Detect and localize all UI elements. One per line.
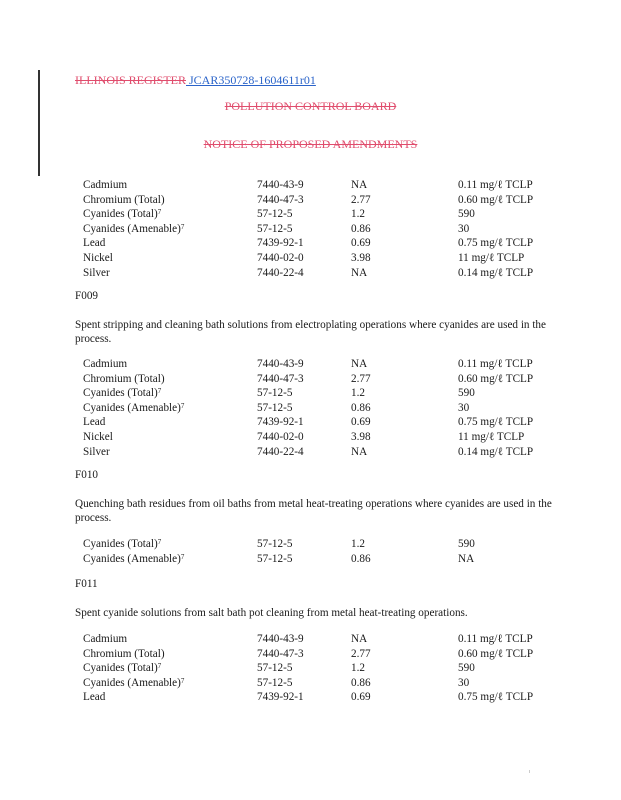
nonwastewater-standard: 590: [458, 387, 475, 400]
constituent-name: Chromium (Total): [83, 647, 165, 660]
waste-code-f009: F009: [75, 290, 99, 302]
cas-number: 7440-43-9: [257, 358, 304, 370]
constituent-name: Cyanides (Total)$^7$: [83, 662, 162, 675]
register-title: ILLINOIS REGISTER: [75, 73, 186, 87]
jcar-code: JCAR350728-1604611r01: [189, 73, 316, 87]
nonwastewater-standard: 0.75 mg/ℓ TCLP: [458, 237, 534, 250]
wastewater-standard: 0.69: [351, 237, 371, 250]
constituent-name: Cadmium: [83, 633, 128, 645]
wastewater-standard: 1.2: [351, 662, 365, 675]
cas-number: 7439-92-1: [257, 237, 304, 250]
wastewater-standard: 2.77: [351, 372, 371, 385]
wastewater-standard: 2.77: [351, 647, 371, 660]
nonwastewater-standard: 590: [458, 208, 475, 221]
wastewater-standard: NA: [351, 633, 368, 645]
constituent-name: Cyanides (Amenable)$^7$: [83, 552, 185, 565]
constituent-name: Lead: [83, 416, 106, 429]
scan-mark: [529, 770, 530, 773]
cas-number: 7440-22-4: [257, 266, 304, 279]
nonwastewater-standard: NA: [458, 552, 475, 565]
constituent-name: Nickel: [83, 252, 113, 264]
constituent-name: Cadmium: [83, 358, 128, 370]
cas-number: 57-12-5: [257, 208, 293, 221]
constituent-name: Cyanides (Total)$^7$: [83, 387, 162, 400]
constituent-name: Lead: [83, 691, 106, 704]
constituent-name: Chromium (Total): [83, 193, 165, 206]
constituent-name: Lead: [83, 237, 106, 250]
footnote-marker: 7: [157, 538, 162, 546]
nonwastewater-standard: 30: [458, 222, 470, 235]
cas-number: 7440-43-9: [257, 179, 304, 191]
constituent-name: Cyanides (Total)$^7$: [83, 208, 162, 221]
wastewater-standard: 3.98: [351, 431, 371, 443]
wastewater-standard: 1.2: [351, 208, 365, 221]
nonwastewater-standard: 0.60 mg/ℓ TCLP: [458, 372, 534, 385]
wastewater-standard: NA: [351, 358, 368, 370]
nonwastewater-standard: 30: [458, 676, 470, 689]
cas-number: 7440-43-9: [257, 633, 304, 645]
board-title: POLLUTION CONTROL BOARD: [224, 99, 397, 113]
nonwastewater-standard: 11 mg/ℓ TCLP: [458, 431, 525, 443]
nonwastewater-standard: 11 mg/ℓ TCLP: [458, 252, 525, 264]
nonwastewater-standard: 30: [458, 401, 470, 414]
constituent-name: Cyanides (Amenable)$^7$: [83, 222, 185, 235]
nonwastewater-standard: 0.11 mg/ℓ TCLP: [458, 633, 533, 645]
wastewater-standard: NA: [351, 266, 368, 279]
nonwastewater-standard: 0.60 mg/ℓ TCLP: [458, 193, 534, 206]
constituent-name: Silver: [83, 266, 110, 279]
waste-description-f011: Spent cyanide solutions from salt bath pot cleaning from metal heat-treating operations.: [75, 607, 468, 619]
wastewater-standard: 0.69: [351, 416, 371, 429]
cas-number: 57-12-5: [257, 387, 293, 400]
cas-number: 7440-02-0: [257, 252, 304, 264]
waste-description-f009: Spent stripping and cleaning bath solutions from electroplating operations where cyanides are used in the process.: [75, 319, 546, 345]
footnote-marker: 7: [180, 222, 185, 231]
wastewater-standard: 0.69: [351, 691, 371, 704]
cas-number: 57-12-5: [257, 538, 293, 550]
nonwastewater-standard: 0.14 mg/ℓ TCLP: [458, 445, 534, 458]
nonwastewater-standard: 0.11 mg/ℓ TCLP: [458, 358, 533, 370]
wastewater-standard: 0.86: [351, 552, 371, 565]
footnote-marker: 7: [180, 676, 185, 685]
revision-change-bar: [38, 70, 40, 176]
waste-code-f011: F011: [75, 578, 98, 590]
footnote-marker: 7: [157, 662, 162, 671]
footnote-marker: 7: [157, 387, 162, 396]
nonwastewater-standard: 0.75 mg/ℓ TCLP: [458, 416, 534, 429]
wastewater-standard: NA: [351, 445, 368, 458]
constituent-name: Silver: [83, 445, 110, 458]
constituent-name: Nickel: [83, 431, 113, 443]
nonwastewater-standard: 0.75 mg/ℓ TCLP: [458, 691, 534, 704]
wastewater-standard: 1.2: [351, 538, 365, 550]
wastewater-standard: 2.77: [351, 193, 371, 206]
nonwastewater-standard: 590: [458, 538, 475, 550]
notice-title: NOTICE OF PROPOSED AMENDMENTS: [203, 137, 418, 151]
cas-number: 57-12-5: [257, 676, 293, 689]
wastewater-standard: 0.86: [351, 676, 371, 689]
cas-number: 57-12-5: [257, 401, 293, 414]
footnote-marker: 7: [180, 401, 185, 410]
wastewater-standard: 1.2: [351, 387, 365, 400]
cas-number: 7440-22-4: [257, 445, 304, 458]
cas-number: 7440-47-3: [257, 193, 304, 206]
constituent-name: Cadmium: [83, 179, 128, 191]
cas-number: 57-12-5: [257, 222, 293, 235]
footnote-marker: 7: [180, 552, 185, 561]
cas-number: 7440-47-3: [257, 372, 304, 385]
wastewater-standard: NA: [351, 179, 368, 191]
wastewater-standard: 0.86: [351, 401, 371, 414]
constituent-name: Cyanides (Amenable)$^7$: [83, 401, 185, 414]
nonwastewater-standard: 0.60 mg/ℓ TCLP: [458, 647, 534, 660]
nonwastewater-standard: 0.11 mg/ℓ TCLP: [458, 179, 533, 191]
nonwastewater-standard: 590: [458, 662, 475, 675]
wastewater-standard: 0.86: [351, 222, 371, 235]
constituent-name: Chromium (Total): [83, 372, 165, 385]
wastewater-standard: 3.98: [351, 252, 371, 264]
register-header: [75, 73, 316, 88]
constituent-name: Cyanides (Total)$^7$: [83, 538, 162, 550]
constituent-name: Cyanides (Amenable)$^7$: [83, 676, 185, 689]
footnote-marker: 7: [157, 208, 162, 217]
cas-number: 7439-92-1: [257, 416, 304, 429]
waste-description-f010: Quenching bath residues from oil baths from metal heat-treating operations where cyanides are used in the process.: [75, 498, 552, 524]
nonwastewater-standard: 0.14 mg/ℓ TCLP: [458, 266, 534, 279]
cas-number: 57-12-5: [257, 662, 293, 675]
cas-number: 57-12-5: [257, 552, 293, 565]
cas-number: 7439-92-1: [257, 691, 304, 704]
waste-code-f010: F010: [75, 469, 99, 481]
cas-number: 7440-02-0: [257, 431, 304, 443]
cas-number: 7440-47-3: [257, 647, 304, 660]
